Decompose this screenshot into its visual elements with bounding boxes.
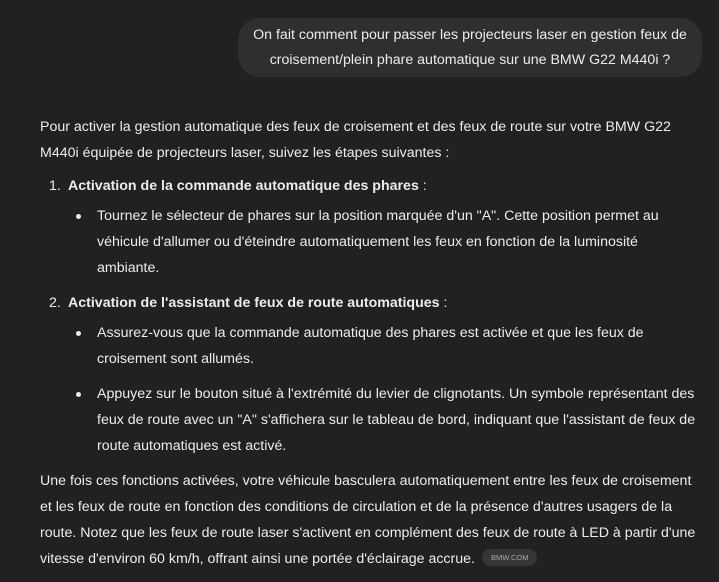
- step-item: [40, 173, 704, 281]
- step-number: 2.: [49, 295, 61, 311]
- step-title-suffix: :: [439, 295, 448, 311]
- bullet-text: Assurez-vous que la commande automatique des phares est activée et que les feux de croisement sont allumés.: [97, 325, 644, 367]
- bullet-dot-icon: [76, 392, 81, 397]
- response-intro: Pour activer la gestion automatique des feux de croisement et des feux de route sur votre BMW G22 M440i équipée de projecteurs laser, suivez les étapes suivantes :: [40, 119, 671, 161]
- user-message-text: On fait comment pour passer les projecteurs laser en gestion feux de croisement/plein phare automatique sur une BMW G22 M440i ?: [253, 27, 687, 68]
- step-title: Activation de l'assistant de feux de route automatiques: [68, 295, 440, 311]
- conclusion-text: Une fois ces fonctions activées, votre véhicule basculera automatiquement entre les feux de croisement et les feux de route en fonction des conditions de circulation et de la présence d'autres usagers de la route. Notez que les feux de route laser s'activent en complément des feux de route à LED à partir d'une vitesse d'environ 60 km/h, offrant ainsi une portée d'éclairage accrue.: [40, 473, 696, 567]
- steps-list: [40, 173, 704, 459]
- step-title-suffix: :: [418, 178, 427, 194]
- bullet-list: [68, 203, 704, 281]
- user-message-bubble: [238, 18, 702, 77]
- bullet-dot-icon: [76, 214, 81, 219]
- bullet-dot-icon: [76, 331, 81, 336]
- response-conclusion: [40, 468, 704, 572]
- bullet-text: Tournez le sélecteur de phares sur la position marquée d'un "A". Cette position permet au véhicule d'allumer ou d'éteindre automatiquement les feux en fonction de la luminosité ambiante.: [97, 208, 659, 276]
- step-item: [40, 290, 704, 459]
- step-number: 1.: [49, 178, 61, 194]
- bullet-text: Appuyez sur le bouton situé à l'extrémité du levier de clignotants. Un symbole représentant des feux de route avec un "A" s'affichera sur le tableau de bord, indiquant que l'assistant de feux de route automatiques est activé.: [97, 386, 696, 454]
- bullet-list: [68, 320, 704, 459]
- bullet-item: [68, 381, 704, 459]
- bullet-item: [68, 203, 704, 281]
- bullet-item: [68, 320, 704, 372]
- step-title: Activation de la commande automatique des phares: [68, 178, 419, 194]
- source-citation-chip[interactable]: BMW.COM: [482, 549, 538, 566]
- assistant-response: [40, 114, 704, 572]
